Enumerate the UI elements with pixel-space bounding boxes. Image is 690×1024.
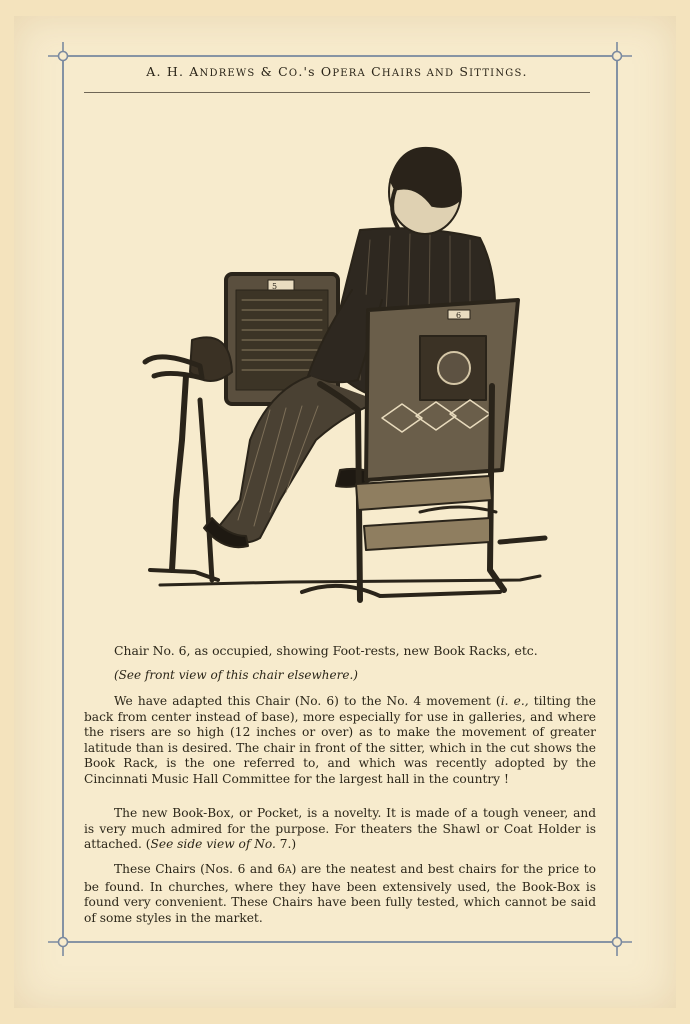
paragraph-2: The new Book-Box, or Pocket, is a novelty. It is made of a tough veneer, and is very much admired for the purpose. For theaters the Shawl or Coat Holder is attached. (See side view of No. 7.)	[84, 806, 596, 852]
running-header: A. H. ANDREWS & CO.'s OPERA CHAIRS AND SITTINGS.	[146, 64, 528, 79]
see-also-note: (See front view of this chair elsewhere.)	[114, 668, 358, 682]
paragraph-1: We have adapted this Chair (No. 6) to the No. 4 movement (i. e., tilting the back from center instead of base), more especially for use in galleries, and where the risers are so high (12 inches or over) as to make the movement of greater latitude than is desired. The chair in front of the sitter, which in the cut shows the Book Rack, is the one referred to, and which was recently adopted by the Cincinnati Music Hall Committee for the largest hall in the country !	[84, 694, 596, 786]
chair-engraving	[120, 140, 560, 625]
figure-caption: Chair No. 6, as occupied, showing Foot-rests, new Book Racks, etc.	[114, 643, 538, 658]
paragraph-3: These Chairs (Nos. 6 and 6A) are the neatest and best chairs for the price to be found. In churches, where they have been extensively used, the Book-Box is found very convenient. These Chairs have been fully tested, which cannot be said of some styles in the market.	[84, 862, 596, 925]
header-rule	[84, 92, 590, 93]
chair-number-6: 6	[456, 311, 462, 320]
chair-number-5: 5	[272, 282, 278, 291]
